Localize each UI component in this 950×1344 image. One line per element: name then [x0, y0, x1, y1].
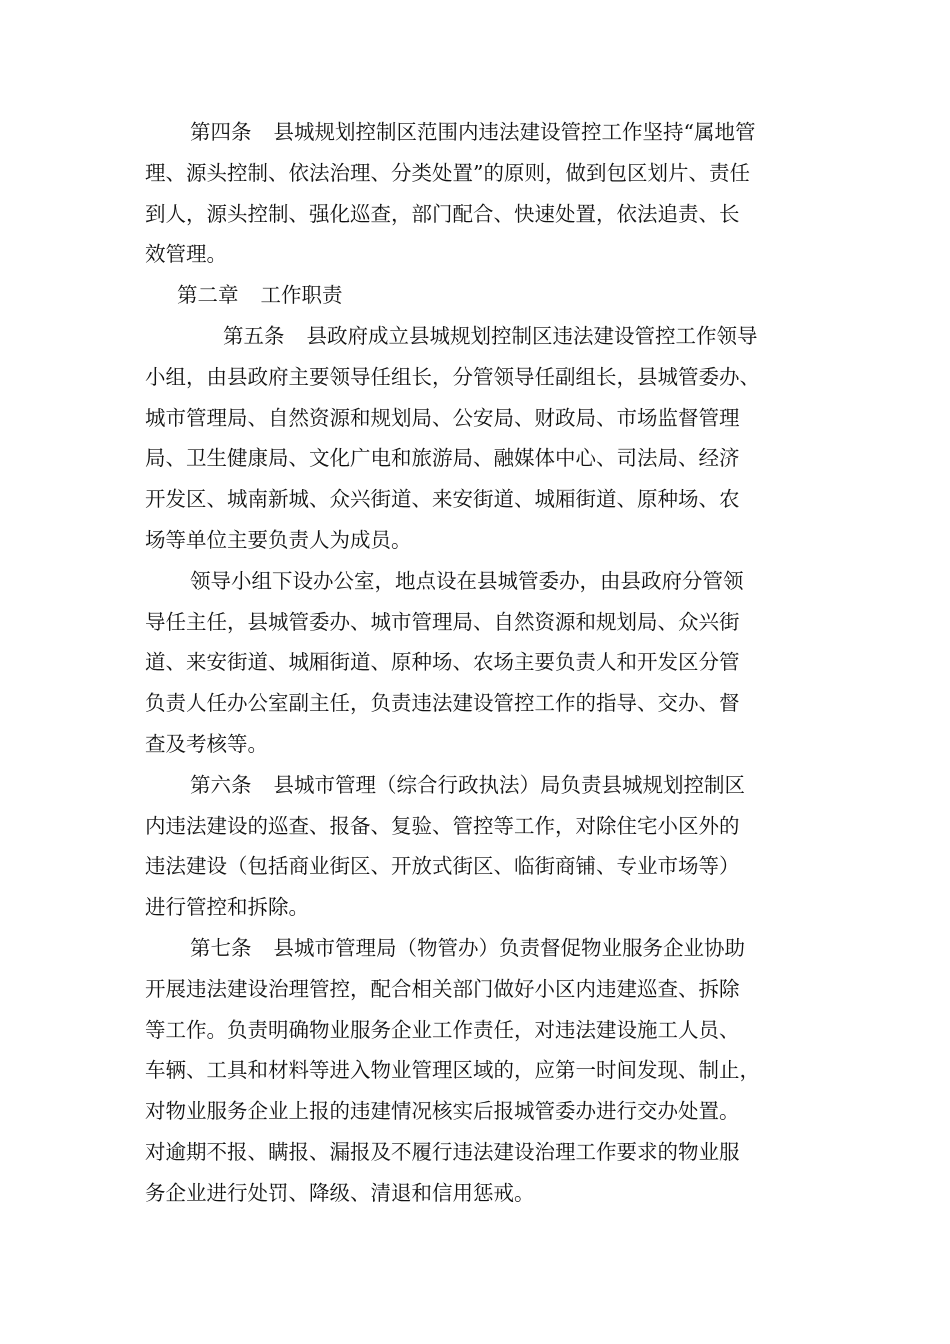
- article-5-line: 城市管理局、自然资源和规划局、公安局、财政局、市场监督管理: [145, 405, 740, 430]
- article-6-heading-line: [145, 765, 835, 806]
- office-paragraph-line: 负责人任办公室副主任，负责违法建设管控工作的指导、交办、督: [145, 691, 740, 716]
- article-5-line: 局、卫生健康局、文化广电和旅游局、融媒体中心、司法局、经济: [145, 446, 740, 471]
- article-5-heading-line: [145, 316, 835, 357]
- office-paragraph-line: 领导小组下设办公室，地点设在县城管委办，由县政府分管领: [190, 568, 744, 593]
- article-4-line: 效管理。: [145, 242, 227, 267]
- article-5-label: 第五条: [223, 323, 285, 348]
- article-5-text: 县政府成立县城规划控制区违法建设管控工作领导: [306, 323, 758, 348]
- article-4-line: 到人，源头控制、强化巡查，部门配合、快速处置，依法追责、长: [145, 201, 740, 226]
- article-7-line: 车辆、工具和材料等进入物业管理区域的，应第一时间发现、制止，: [145, 1058, 760, 1083]
- article-7-line: 开展违法建设治理管控，配合相关部门做好小区内违建巡查、拆除: [145, 976, 740, 1001]
- office-paragraph-line: 查及考核等。: [145, 731, 268, 756]
- article-7-line: 等工作。负责明确物业服务企业工作责任，对违法建设施工人员、: [145, 1017, 740, 1042]
- chapter-2-title: 工作职责: [260, 283, 343, 308]
- article-6-label: 第六条: [190, 772, 252, 797]
- article-6-line: 进行管控和拆除。: [145, 895, 309, 920]
- article-7-text: 县城市管理局（物管办）负责督促物业服务企业协助: [273, 935, 745, 960]
- article-6-line: 违法建设（包括商业街区、开放式街区、临街商铺、专业市场等）: [145, 854, 740, 879]
- article-6-text: 县城市管理（综合行政执法）局负责县城规划控制区: [273, 772, 745, 797]
- office-paragraph-line: 道、来安街道、城厢街道、原种场、农场主要负责人和开发区分管: [145, 650, 740, 675]
- article-6-line: 内违法建设的巡查、报备、复验、管控等工作，对除住宅小区外的: [145, 813, 740, 838]
- article-4-heading-line: [145, 112, 835, 153]
- article-4-text: 县城规划控制区范围内违法建设管控工作坚持“属地管: [273, 120, 756, 144]
- chapter-2-label: 第二章: [177, 283, 239, 308]
- article-7-line: 对物业服务企业上报的违建情况核实后报城管委办进行交办处置。: [145, 1099, 740, 1124]
- article-7-label: 第七条: [190, 935, 252, 960]
- chapter-2-heading: [145, 275, 835, 316]
- article-7-line: 务企业进行处罚、降级、清退和信用惩戒。: [145, 1180, 535, 1205]
- article-4-label: 第四条: [190, 120, 252, 144]
- article-4-line: 理、源头控制、依法治理、分类处置”的原则，做到包区划片、责任: [145, 160, 750, 185]
- article-7-heading-line: [145, 928, 835, 969]
- article-7-line: 对逾期不报、瞒报、漏报及不履行违法建设治理工作要求的物业服: [145, 1139, 740, 1164]
- article-5-line: 开发区、城南新城、众兴街道、来安街道、城厢街道、原种场、农: [145, 487, 740, 512]
- article-5-line: 小组，由县政府主要领导任组长，分管领导任副组长，县城管委办、: [145, 364, 760, 389]
- document-page: [145, 112, 835, 1214]
- office-paragraph-line: 导任主任，县城管委办、城市管理局、自然资源和规划局、众兴街: [145, 609, 740, 634]
- article-5-line: 场等单位主要负责人为成员。: [145, 527, 412, 552]
